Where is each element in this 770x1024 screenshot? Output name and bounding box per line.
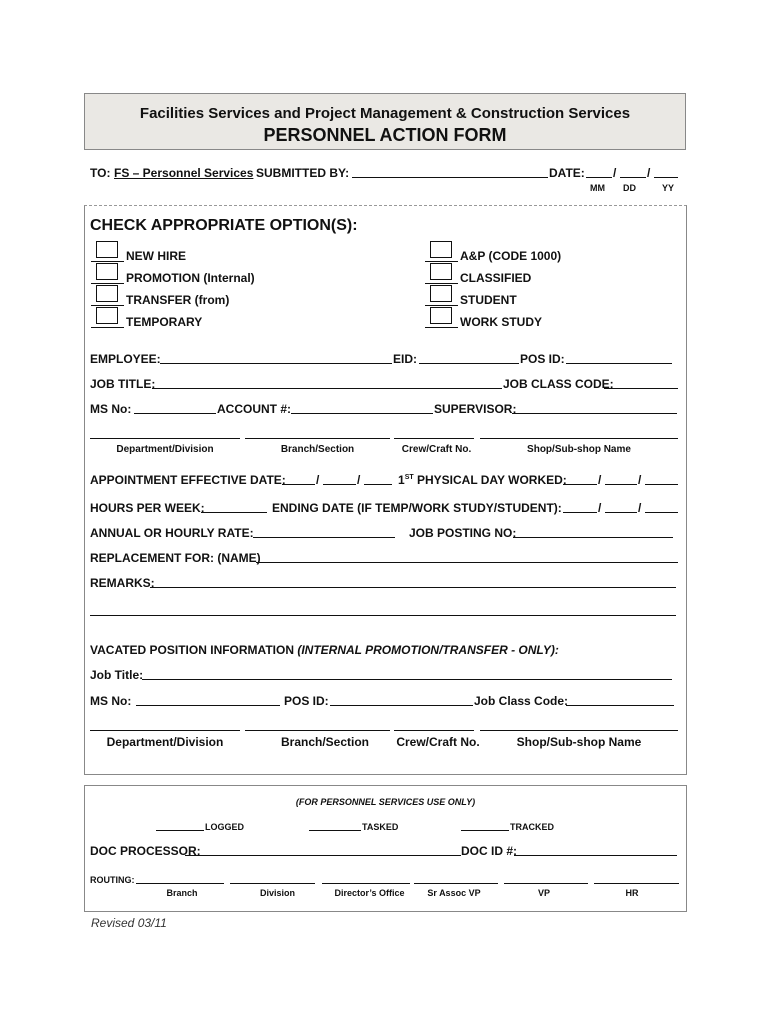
remarks-field[interactable] xyxy=(150,576,676,588)
option-promotion: PROMOTION (Internal) xyxy=(126,271,255,285)
vacated-job-class-label: Job Class Code: xyxy=(474,694,569,708)
ending-date-label: ENDING DATE (IF TEMP/WORK STUDY/STUDENT): xyxy=(272,501,562,515)
hours-per-week-label: HOURS PER WEEK: xyxy=(90,501,205,515)
routing-director-field[interactable] xyxy=(322,873,410,884)
eid-field[interactable] xyxy=(419,352,519,364)
to-value: FS – Personnel Services xyxy=(114,166,254,180)
form-title: PERSONNEL ACTION FORM xyxy=(263,125,507,145)
first-physical-day-label: 1ST PHYSICAL DAY WORKED: xyxy=(398,473,567,487)
doc-processor-label: DOC PROCESSOR: xyxy=(90,844,201,858)
yy-label: YY xyxy=(662,183,675,193)
date-dd-field[interactable] xyxy=(620,166,646,178)
job-posting-label: JOB POSTING NO: xyxy=(409,526,517,540)
vacated-job-class-field[interactable] xyxy=(566,694,674,706)
doc-id-field[interactable] xyxy=(514,844,677,856)
first-day-yy-field[interactable] xyxy=(645,473,678,485)
first-day-dd-field[interactable] xyxy=(605,473,637,485)
submitted-by-field[interactable] xyxy=(352,166,548,178)
vacated-crew-field[interactable] xyxy=(394,719,474,731)
vacated-branch-field[interactable] xyxy=(245,719,390,731)
routing-branch-field[interactable] xyxy=(136,873,224,884)
hours-per-week-field[interactable] xyxy=(201,501,267,513)
date-yy-field[interactable] xyxy=(654,166,678,178)
to-label: TO: xyxy=(90,166,111,180)
remarks-label: REMARKS: xyxy=(90,576,155,590)
appt-mm-field[interactable] xyxy=(282,473,315,485)
checkbox-temporary[interactable] xyxy=(96,307,118,324)
routing-vp-field[interactable] xyxy=(504,873,588,884)
main-section xyxy=(84,205,687,775)
vacated-job-title-field[interactable] xyxy=(142,668,672,680)
option-temporary: TEMPORARY xyxy=(126,315,203,329)
checkbox-new-hire[interactable] xyxy=(96,241,118,258)
ms-no-field[interactable] xyxy=(134,402,216,414)
option-ap: A&P (CODE 1000) xyxy=(460,249,562,263)
replacement-field[interactable] xyxy=(256,551,678,563)
form-header xyxy=(84,93,686,150)
employee-field[interactable] xyxy=(160,352,392,364)
routing-vp-caption: VP xyxy=(537,888,550,898)
pos-id-label: POS ID: xyxy=(520,352,565,366)
vacated-heading: VACATED POSITION INFORMATION (INTERNAL PROMOTION/TRANSFER - ONLY): xyxy=(90,643,559,657)
first-day-mm-field[interactable] xyxy=(563,473,597,485)
vacated-department-caption: Department/Division xyxy=(106,735,224,749)
checkbox-promotion[interactable] xyxy=(96,263,118,280)
appointment-date-label: APPOINTMENT EFFECTIVE DATE: xyxy=(90,473,286,487)
revision-note: Revised 03/11 xyxy=(91,916,167,930)
option-classified: CLASSIFIED xyxy=(460,271,532,285)
end-mm-field[interactable] xyxy=(563,501,597,513)
routing-hr-caption: HR xyxy=(625,888,639,898)
supervisor-field[interactable] xyxy=(512,402,677,414)
routing-label: ROUTING: xyxy=(90,875,135,885)
department-field[interactable] xyxy=(90,427,240,439)
checkbox-work-study[interactable] xyxy=(430,307,452,324)
submitted-by-label: SUBMITTED BY: xyxy=(256,166,350,180)
rate-label: ANNUAL OR HOURLY RATE: xyxy=(90,526,254,540)
rate-field[interactable] xyxy=(253,526,395,538)
organization-name: Facilities Services and Project Management & Construction Services xyxy=(139,105,631,122)
personnel-use-heading: (FOR PERSONNEL SERVICES USE ONLY) xyxy=(295,797,476,807)
supervisor-label: SUPERVISOR: xyxy=(434,402,517,416)
routing-division-field[interactable] xyxy=(230,873,315,884)
tasked-label: TASKED xyxy=(362,822,399,832)
vacated-crew-caption: Crew/Craft No. xyxy=(396,735,480,749)
remarks-field-line2[interactable] xyxy=(90,604,676,616)
tasked-field[interactable] xyxy=(309,820,361,831)
check-options-heading: CHECK APPROPRIATE OPTION(S): xyxy=(90,217,358,234)
account-label: ACCOUNT #: xyxy=(217,402,291,416)
job-title-label: JOB TITLE: xyxy=(90,377,156,391)
date-mm-field[interactable] xyxy=(586,166,612,178)
vacated-pos-id-field[interactable] xyxy=(330,694,473,706)
crew-field[interactable] xyxy=(394,427,474,439)
department-caption: Department/Division xyxy=(116,444,214,455)
vacated-shop-caption: Shop/Sub-shop Name xyxy=(516,735,642,749)
checkbox-classified[interactable] xyxy=(430,263,452,280)
end-dd-field[interactable] xyxy=(605,501,637,513)
employee-label: EMPLOYEE: xyxy=(90,352,161,366)
tracked-field[interactable] xyxy=(461,820,509,831)
doc-id-label: DOC ID #: xyxy=(461,844,518,858)
logged-label: LOGGED xyxy=(205,822,245,832)
date-label: DATE: xyxy=(549,166,585,180)
vacated-ms-no-label: MS No: xyxy=(90,694,132,708)
job-class-code-label: JOB CLASS CODE: xyxy=(503,377,614,391)
crew-caption: Crew/Craft No. xyxy=(401,444,472,455)
checkbox-ap[interactable] xyxy=(430,241,452,258)
vacated-ms-no-field[interactable] xyxy=(136,694,280,706)
routing-hr-field[interactable] xyxy=(594,873,679,884)
end-yy-field[interactable] xyxy=(645,501,678,513)
tracked-label: TRACKED xyxy=(510,822,554,832)
vacated-department-field[interactable] xyxy=(90,719,240,731)
branch-field[interactable] xyxy=(245,427,390,439)
replacement-label: REPLACEMENT FOR: (NAME) xyxy=(90,551,261,565)
doc-processor-field[interactable] xyxy=(185,844,461,856)
checkbox-student[interactable] xyxy=(430,285,452,302)
branch-caption: Branch/Section xyxy=(280,444,355,455)
account-field[interactable] xyxy=(291,402,433,414)
checkbox-transfer[interactable] xyxy=(96,285,118,302)
vacated-pos-id-label: POS ID: xyxy=(284,694,329,708)
routing-division-caption: Division xyxy=(259,888,295,898)
eid-label: EID: xyxy=(393,352,417,366)
appt-yy-field[interactable] xyxy=(364,473,392,485)
vacated-shop-field[interactable] xyxy=(480,719,678,731)
pos-id-field[interactable] xyxy=(566,352,672,364)
job-title-field[interactable] xyxy=(152,377,502,389)
shop-field[interactable] xyxy=(480,427,678,439)
mm-label: MM xyxy=(590,183,605,193)
appt-dd-field[interactable] xyxy=(323,473,356,485)
shop-caption: Shop/Sub-shop Name xyxy=(527,444,631,455)
routing-director-caption: Director’s Office xyxy=(334,888,405,898)
logged-field[interactable] xyxy=(156,820,204,831)
option-work-study: WORK STUDY xyxy=(460,315,542,329)
job-class-code-field[interactable] xyxy=(604,377,678,389)
option-student: STUDENT xyxy=(460,293,517,307)
routing-branch-caption: Branch xyxy=(166,888,198,898)
ms-no-label: MS No: xyxy=(90,402,132,416)
job-posting-field[interactable] xyxy=(513,526,673,538)
vacated-job-title-label: Job Title: xyxy=(90,668,144,682)
option-transfer: TRANSFER (from) xyxy=(126,293,230,307)
routing-srvp-caption: Sr Assoc VP xyxy=(427,888,481,898)
dd-label: DD xyxy=(623,183,636,193)
option-new-hire: NEW HIRE xyxy=(126,249,186,263)
routing-srvp-field[interactable] xyxy=(414,873,498,884)
vacated-branch-caption: Branch/Section xyxy=(280,735,370,749)
